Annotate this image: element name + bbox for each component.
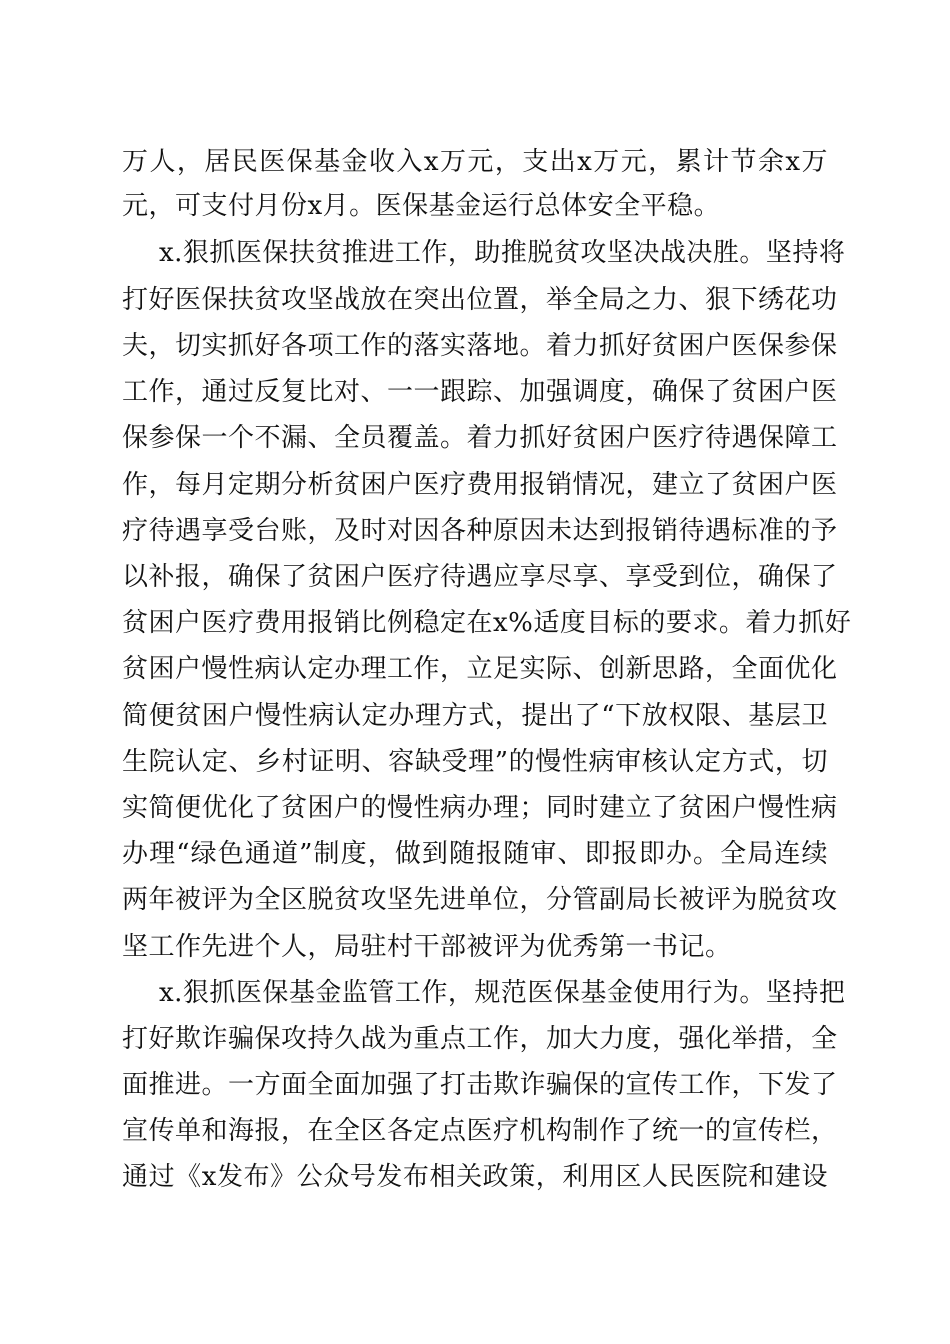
text-line: 贫困户医疗费用报销比例稳定在x%适度目标的要求。着力抓好	[122, 608, 852, 638]
text-line: 简便贫困户慢性病认定办理方式，提出了“下放权限、基层卫	[122, 701, 828, 731]
text-line: 贫困户慢性病认定办理工作，立足实际、创新思路，全面优化	[122, 654, 838, 684]
text-line: 实简便优化了贫困户的慢性病办理；同时建立了贫困户慢性病	[122, 793, 838, 823]
text-line: 打好医保扶贫攻坚战放在突出位置，举全局之力、狠下绣花功	[122, 285, 838, 315]
text-line: 生院认定、乡村证明、容缺受理”的慢性病审核认定方式，切	[122, 747, 828, 777]
text-line: 打好欺诈骗保攻持久战为重点工作，加大力度，强化举措，全	[122, 1024, 838, 1054]
text-line: 作，每月定期分析贫困户医疗费用报销情况，建立了贫困户医	[122, 470, 838, 500]
text-line: 面推进。一方面全面加强了打击欺诈骗保的宣传工作，下发了	[122, 1070, 838, 1100]
text-line: 疗待遇享受台账，及时对因各种原因未达到报销待遇标准的予	[122, 516, 838, 546]
text-line: 通过《x发布》公众号发布相关政策，利用区人民医院和建设	[122, 1162, 828, 1192]
paragraph-start-line: x.狠抓医保基金监管工作，规范医保基金使用行为。坚持把	[159, 978, 846, 1008]
text-line: 夫，切实抓好各项工作的落实落地。着力抓好贫困户医保参保	[122, 331, 838, 361]
text-line: 宣传单和海报，在全区各定点医疗机构制作了统一的宣传栏，	[122, 1116, 838, 1146]
text-line: 万人，居民医保基金收入x万元，支出x万元，累计节余x万	[122, 147, 828, 177]
text-line: 保参保一个不漏、全员覆盖。着力抓好贫困户医疗待遇保障工	[122, 423, 838, 453]
paragraph-start-line: x.狠抓医保扶贫推进工作，助推脱贫攻坚决战决胜。坚持将	[159, 238, 846, 268]
text-line: 坚工作先进个人，局驻村干部被评为优秀第一书记。	[122, 932, 732, 962]
text-line: 以补报，确保了贫困户医疗待遇应享尽享、享受到位，确保了	[122, 562, 838, 592]
text-line: 元，可支付月份x月。医保基金运行总体安全平稳。	[122, 191, 721, 221]
text-line: 两年被评为全区脱贫攻坚先进单位，分管副局长被评为脱贫攻	[122, 885, 838, 915]
text-line: 工作，通过反复比对、一一跟踪、加强调度，确保了贫困户医	[122, 377, 838, 407]
text-line: 办理“绿色通道”制度，做到随报随审、即报即办。全局连续	[122, 839, 828, 869]
